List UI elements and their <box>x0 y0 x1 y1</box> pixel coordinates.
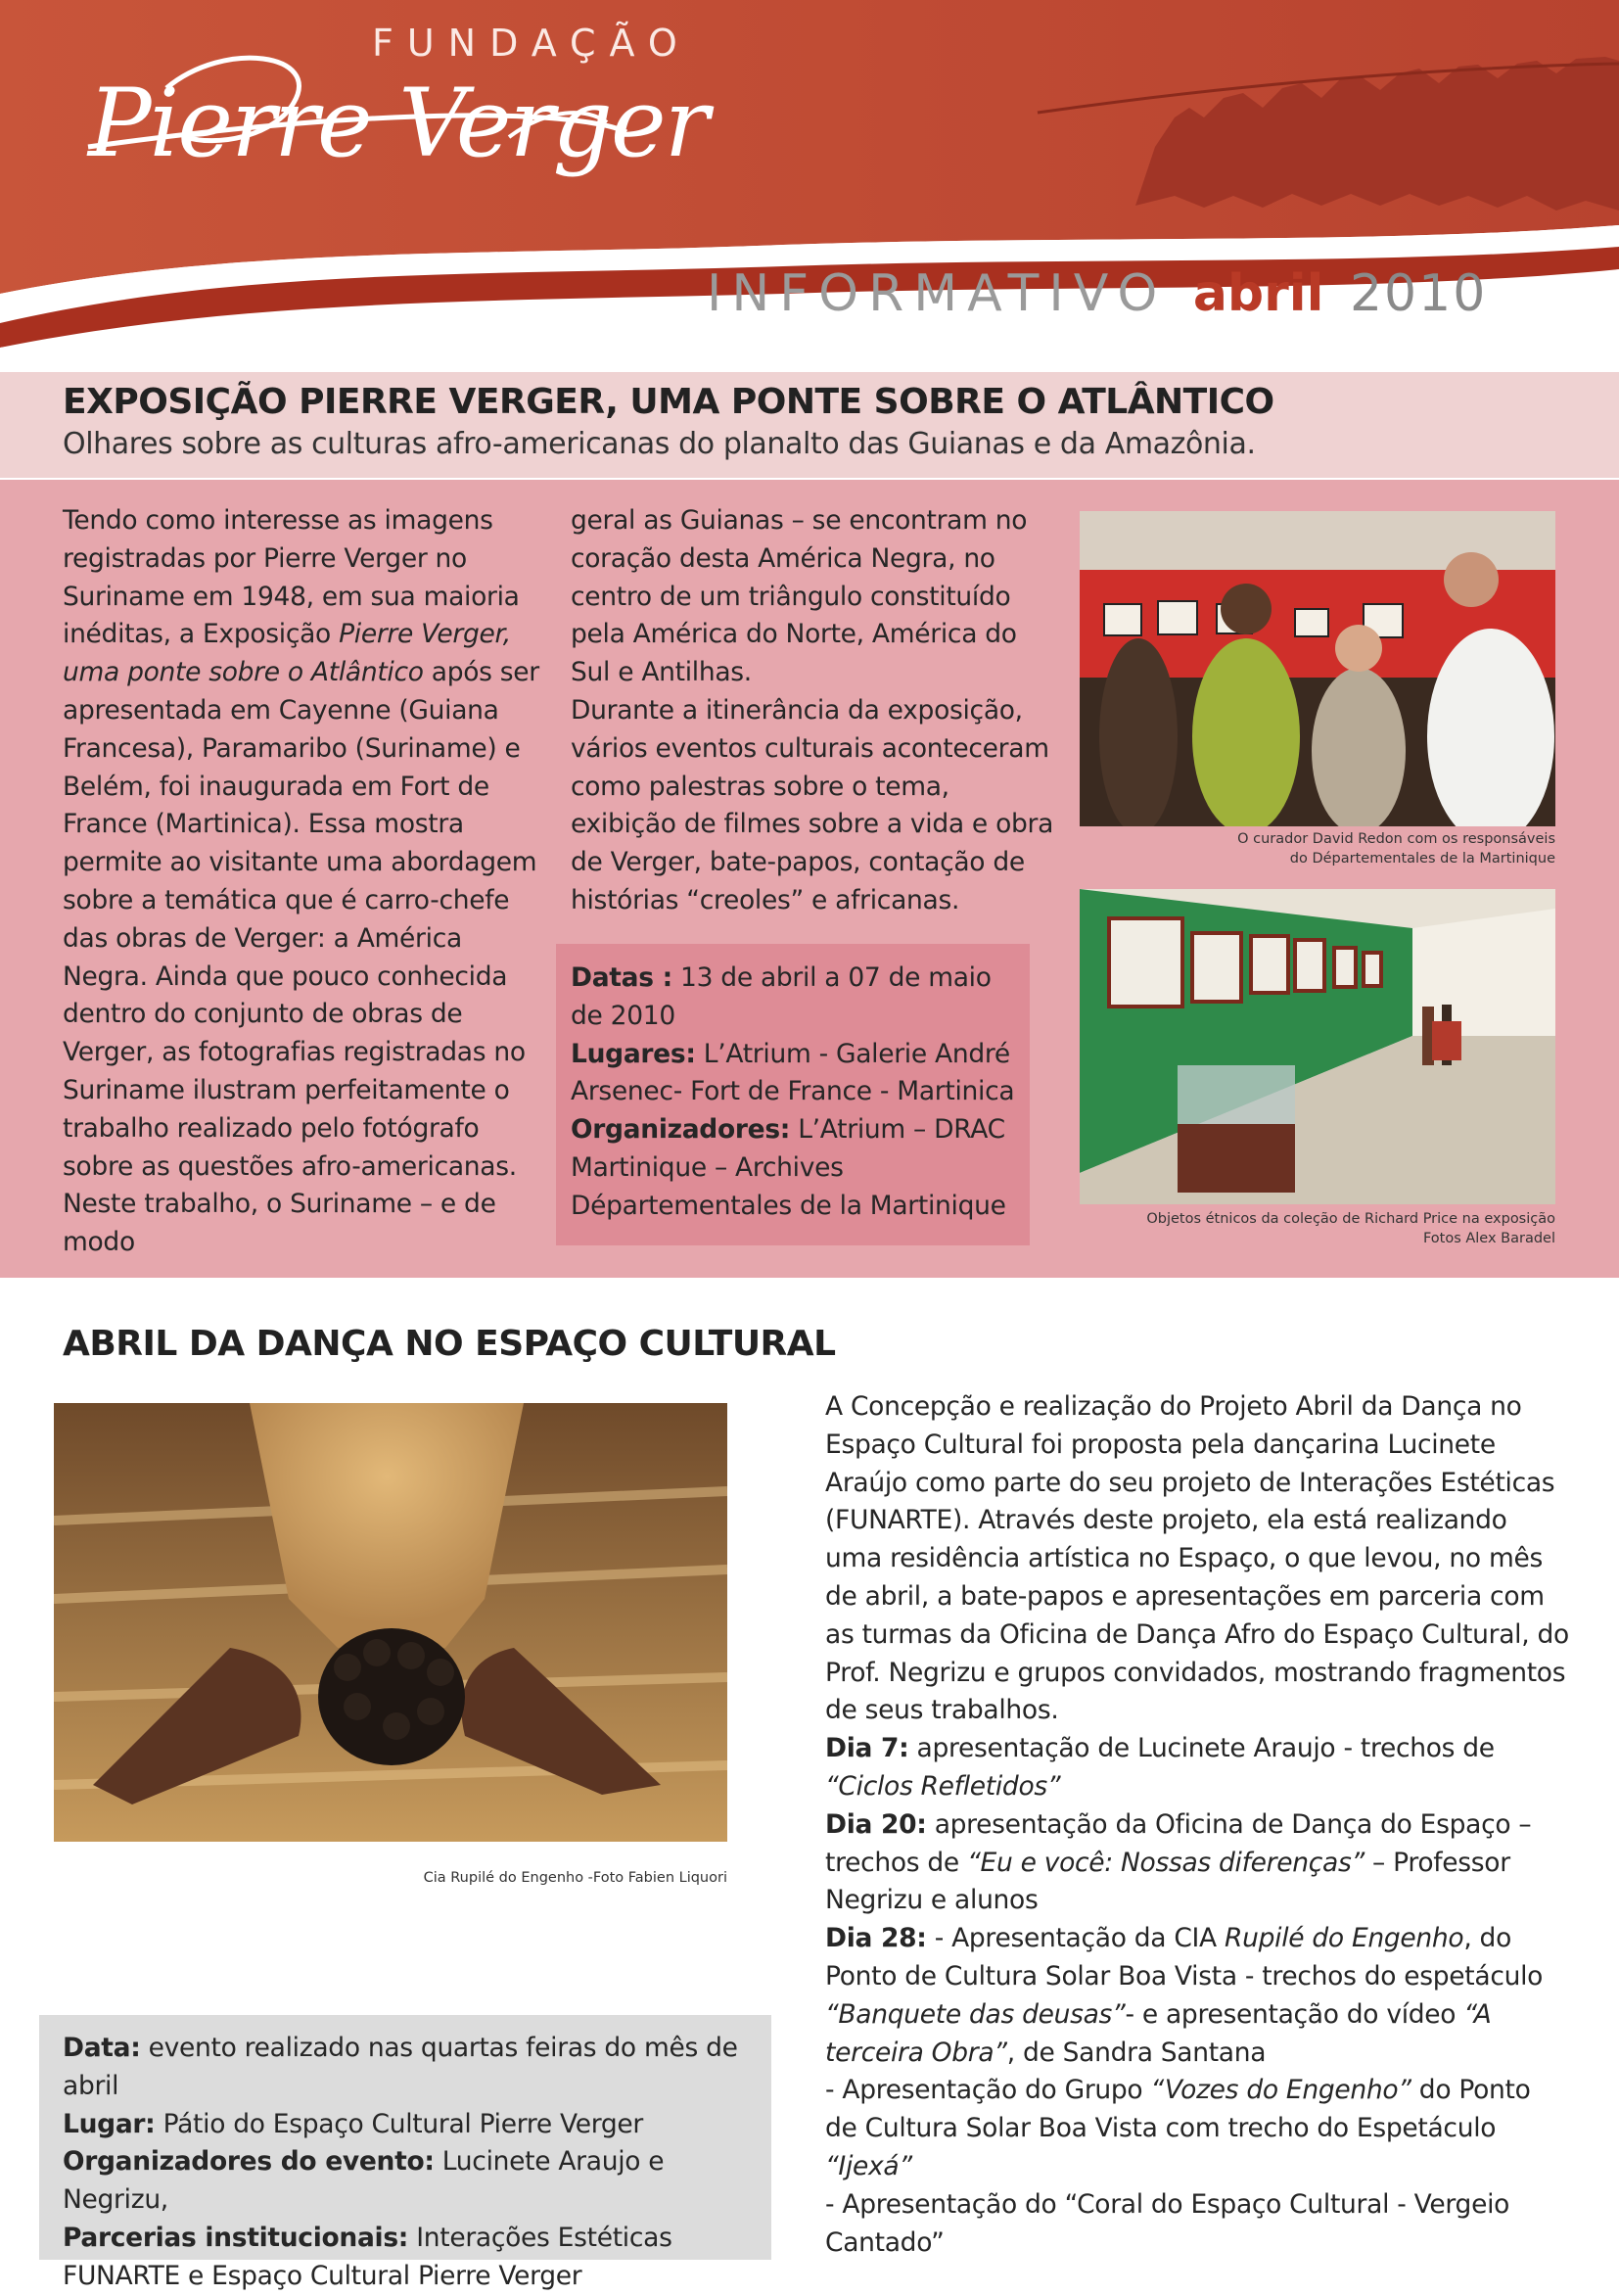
bulletin-month: abril <box>1192 264 1324 323</box>
caption-line: Objetos étnicos da coleção de Richard Price na exposição <box>1146 1211 1555 1227</box>
info-label: Datas : <box>571 962 672 993</box>
work-title-italic: “A terceira Obra” <box>825 1998 1492 2068</box>
work-title-italic: “Ciclos Refletidos” <box>825 1770 1061 1802</box>
work-title-italic: “Eu e você: Nossas diferenças” <box>967 1847 1365 1878</box>
info-label: Organizadores do evento: <box>63 2146 435 2178</box>
info-value: Pátio do Espaço Cultural Pierre Verger <box>155 2108 644 2139</box>
section2-intro: A Concepção e realização do Projeto Abril da Dança no Espaço Cultural foi proposta pela dançarina Lucinete Araújo como parte do seu projeto de Interações Estéticas (FUNARTE). Através deste projeto, ela está realizando uma residência artística no Espaço, o que levou, no mês de abril, a bate-papos e apresentações em parceria com as turmas da Oficina de Dança Afro do Espaço Cultural, do Prof. Negrizu e grupos convidados, mostrando fragmentos de seus trabalhos. <box>825 1391 1569 1726</box>
exhibition-title-italic: Pierre Verger, uma ponte sobre o Atlântico <box>63 619 511 688</box>
section1-column-middle <box>571 502 1060 920</box>
info-label: Data: <box>63 2033 141 2063</box>
info-value: Lucinete Araujo e Negrizu, <box>63 2146 665 2216</box>
info-value: L’Atrium – DRAC Martinique – Archives Départementales de la Martinique <box>571 1114 1006 1221</box>
info-partners <box>63 2220 767 2296</box>
section1-paragraph <box>63 502 542 1262</box>
day-label: Dia 20: <box>825 1808 927 1840</box>
day-label: Dia 28: <box>825 1923 927 1954</box>
text-run: , do Ponto de Cultura Solar Boa Vista - trechos do espetáculo <box>825 1923 1544 1991</box>
info-value: Interações Estéticas FUNARTE e Espaço Cultural Pierre Verger <box>63 2222 672 2291</box>
caption-line: O curador David Redon com os responsáveis <box>1237 831 1555 847</box>
info-label: Lugares: <box>571 1038 696 1069</box>
info-organizers <box>63 2143 767 2220</box>
info-label: Organizadores: <box>571 1114 791 1146</box>
work-title-italic: “Ijexá” <box>825 2150 912 2181</box>
work-title-italic: “Vozes do Engenho” <box>1150 2075 1411 2106</box>
info-label: Lugar: <box>63 2108 156 2139</box>
day-label: Dia 7: <box>825 1733 909 1764</box>
section1-paragraph: Durante a itinerância da exposição, vários eventos culturais aconteceram como palestras sobre o tema, exibição de filmes sobre a vida e obra de Verger, bate-papos, contação de histórias “creoles” e africanas. <box>571 694 1054 915</box>
text-run: apresentação de Lucinete Araujo - trechos de <box>908 1733 1495 1764</box>
text-run: – Professor Negrizu e alunos <box>825 1847 1510 1916</box>
section1-subtitle: Olhares sobre as culturas afro-americanas do planalto das Guianas e da Amazônia. <box>63 427 1256 461</box>
info-label: Parcerias institucionais: <box>63 2222 409 2253</box>
section2-info-text <box>63 2030 767 2296</box>
bulletin-year: 2010 <box>1349 264 1488 323</box>
section1-info-text <box>571 960 1031 1226</box>
gallery-interior-photo <box>1080 889 1555 1204</box>
text-run: apresentação da Oficina de Dança do Espaço – trechos de <box>825 1808 1532 1878</box>
program-extra1 <box>825 2072 1569 2185</box>
dancer-photo <box>54 1403 727 1842</box>
text-run: do Ponto de Cultura Solar Boa Vista com trecho do Espetáculo <box>825 2075 1531 2144</box>
program-day20 <box>825 1806 1569 1920</box>
work-title-italic: “Banquete das deusas” <box>825 1998 1126 2030</box>
dancer-photo-caption: Cia Rupilé do Engenho -Foto Fabien Liquori <box>423 1870 727 1886</box>
info-place <box>63 2106 767 2144</box>
exhibition-opening-photo <box>1080 511 1555 826</box>
section1-column-left <box>63 502 542 1262</box>
text-run: , de Sandra Santana <box>1006 2037 1267 2068</box>
bulletin-title <box>707 264 1487 323</box>
caption-line: Fotos Alex Baradel <box>1422 1231 1555 1246</box>
program-day7 <box>825 1730 1569 1806</box>
info-value: L’Atrium - Galerie André Arsenec- Fort de France - Martinica <box>571 1038 1015 1107</box>
program-extra2: - Apresentação do “Coral do Espaço Cultural - Vergeio Cantado” <box>825 2188 1510 2258</box>
text-run: - Apresentação do Grupo <box>825 2075 1151 2106</box>
caption-line: do Départementales de la Martinique <box>1289 851 1555 867</box>
work-title-italic: Rupilé do Engenho <box>1225 1923 1464 1954</box>
info-dates <box>571 960 1031 1036</box>
text-run: após ser apresentada em Cayenne (Guiana Francesa), Paramaribo (Suriname) e Belém, foi inaugurada em Fort de France (Martinica). Essa mostra permite ao visitante uma abordagem sobre a temática que é carro-chefe das obras de Verger: a América Negra. Ainda que pouco conhecida dentro do conjunto de obras de Verger, as fotografias registradas no Suriname ilustram perfeitamente o trabalho realizado pelo fotógrafo sobre as questões afro-americanas. Neste trabalho, o Suriname – e de modo <box>63 657 539 1258</box>
text-run: - Apresentação da CIA <box>926 1923 1225 1954</box>
info-organizers <box>571 1111 1031 1225</box>
section1-paragraph: geral as Guianas – se encontram no coração desta América Negra, no centro de um triângulo constituído pela América do Norte, América do Sul e Antilhas. <box>571 505 1028 688</box>
text-run: - e apresentação do vídeo <box>1125 1998 1464 2030</box>
brand-org-label: FUNDAÇÃO <box>372 22 691 65</box>
section2-body <box>825 1388 1569 2262</box>
photo-caption-top <box>1080 829 1555 868</box>
info-value: 13 de abril a 07 de maio de 2010 <box>571 962 992 1031</box>
section2-title: ABRIL DA DANÇA NO ESPAÇO CULTURAL <box>63 1324 836 1364</box>
bulletin-word: INFORMATIVO <box>707 264 1168 323</box>
brand-logo-signature: Pierre Verger <box>88 69 708 178</box>
photo-caption-bottom <box>1080 1209 1555 1248</box>
text-run: Tendo como interesse as imagens registradas por Pierre Verger no Suriname em 1948, em sua maioria inéditas, a Exposição <box>63 505 520 650</box>
info-places <box>571 1036 1031 1112</box>
program-day28 <box>825 1920 1569 2072</box>
info-value: evento realizado nas quartas feiras do mês de abril <box>63 2033 738 2101</box>
section1-title: EXPOSIÇÃO PIERRE VERGER, UMA PONTE SOBRE O ATLÂNTICO <box>63 382 1274 422</box>
info-date <box>63 2030 767 2106</box>
